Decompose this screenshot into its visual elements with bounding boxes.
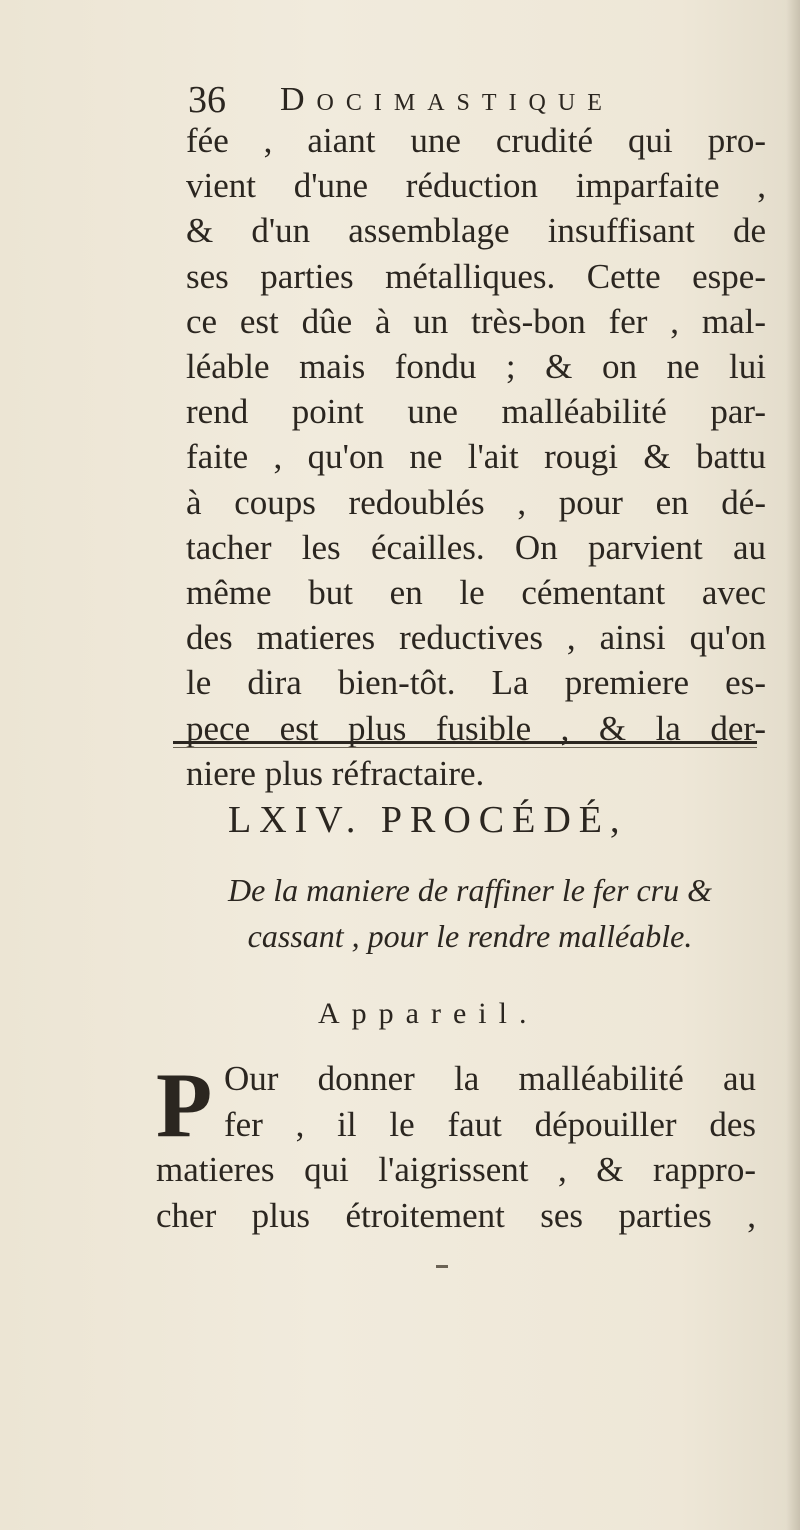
page-edge-shadow bbox=[786, 0, 800, 1530]
text-line: Our donner la malléabilité au bbox=[224, 1059, 756, 1098]
page-number: 36 bbox=[188, 79, 226, 121]
text-line: fer , il le faut dépouiller des bbox=[224, 1104, 756, 1144]
running-header bbox=[188, 76, 748, 124]
text-line: tacher les écailles. On parvient au bbox=[186, 527, 766, 567]
text-line: léable mais fondu ; & on ne lui bbox=[186, 347, 766, 387]
text-line: même but en le cémentant avec bbox=[186, 573, 766, 613]
text-line: à coups redoublés , pour en dé- bbox=[186, 482, 766, 522]
text-line: ses parties métalliques. Cette espe- bbox=[186, 256, 766, 296]
text-line: faite , qu'on ne l'ait rougi & battu bbox=[186, 437, 766, 477]
text-line: matieres qui l'aigrissent , & rappro- bbox=[156, 1150, 756, 1189]
text-line: rend point une malléabilité par- bbox=[186, 392, 766, 432]
running-title: Docimastique bbox=[280, 81, 614, 118]
text-line: des matieres reductives , ainsi qu'on bbox=[186, 618, 766, 658]
ink-mark bbox=[436, 1265, 448, 1268]
text-line: pece est plus fusible , & la der- bbox=[186, 708, 766, 748]
text-line: cher plus étroitement ses parties , bbox=[156, 1195, 756, 1235]
text-line: le dira bien-tôt. La premiere es- bbox=[186, 663, 766, 703]
text-line: ce est dûe à un très-bon fer , mal- bbox=[186, 301, 766, 341]
text-line: & d'un assemblage insuffisant de bbox=[186, 211, 766, 251]
body-text bbox=[186, 118, 766, 796]
text-line: vient d'une réduction imparfaite , bbox=[186, 166, 766, 206]
text-line: fée , aiant une crudité qui pro- bbox=[186, 121, 766, 160]
text-line: niere plus réfractaire. bbox=[186, 753, 485, 793]
section-subtitle bbox=[190, 867, 750, 959]
section-divider bbox=[173, 741, 757, 744]
drop-cap: P bbox=[156, 1054, 213, 1156]
section-title: LXIV. PROCÉDÉ, bbox=[228, 799, 628, 841]
opening-paragraph bbox=[156, 1056, 756, 1238]
subtitle-line: cassant , pour le rendre malléable. bbox=[247, 918, 693, 954]
appareil-heading: Appareil. bbox=[318, 997, 539, 1030]
subtitle-line: De la maniere de raffiner le fer cru & bbox=[227, 872, 713, 908]
